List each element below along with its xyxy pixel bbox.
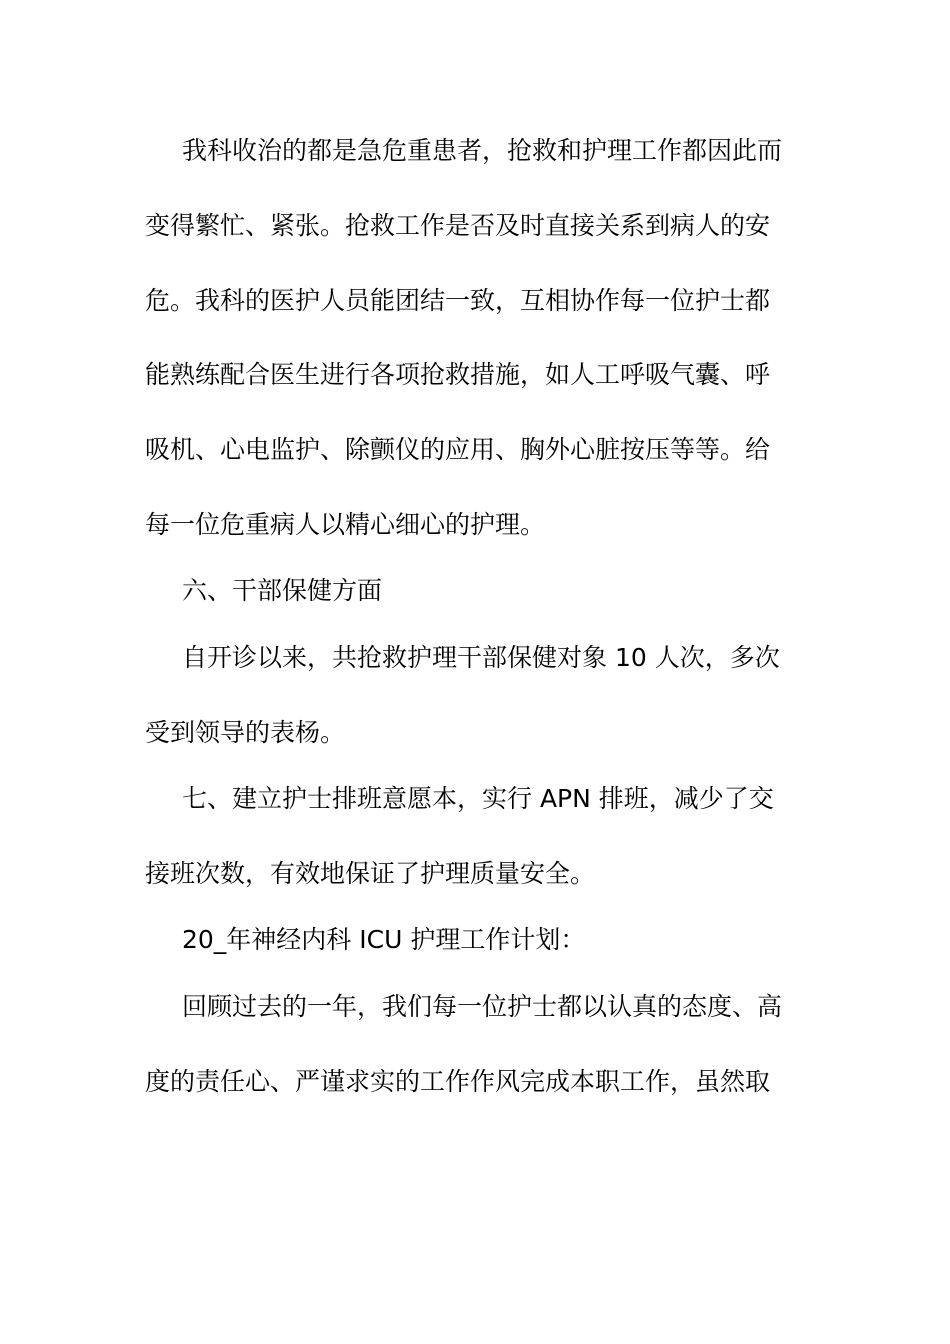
paragraph-line-3: 危。我科的医护人员能团结一致，互相协作每一位护士都 [145,286,771,315]
paragraph-line-11: 度的责任心、严谨求实的工作作风完成本职工作，虽然取 [145,1067,771,1096]
plan-title: 20_年神经内科 ICU 护理工作计划： [182,925,586,954]
paragraph-line-2: 变得繁忙、紧张。抢救工作是否及时直接关系到病人的安 [145,211,771,240]
paragraph-line-4: 能熟练配合医生进行各项抢救措施，如人工呼吸气囊、呼 [145,360,771,389]
paragraph-line-5: 吸机、心电监护、除颤仪的应用、胸外心脏按压等等。给 [145,435,771,464]
paragraph-line-1: 我科收治的都是急危重患者，抢救和护理工作都因此而 [182,136,783,165]
paragraph-line-9: 接班次数，有效地保证了护理质量安全。 [145,859,596,888]
section-heading-six: 六、干部保健方面 [182,576,383,605]
paragraph-line-8: 受到领导的表杨。 [145,718,346,747]
paragraph-line-7: 自开诊以来，共抢救护理干部保健对象 10 人次，多次 [182,643,780,672]
paragraph-line-6: 每一位危重病人以精心细心的护理。 [145,510,546,539]
paragraph-line-10: 回顾过去的一年，我们每一位护士都以认真的态度、高 [182,992,783,1021]
section-heading-seven: 七、建立护士排班意愿本，实行 APN 排班，减少了交 [182,784,774,813]
